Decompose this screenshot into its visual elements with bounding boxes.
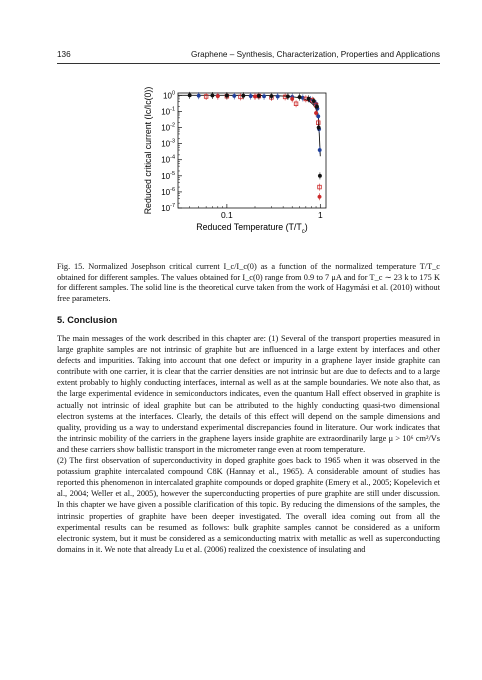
data-point xyxy=(242,94,246,98)
x-tick-label: 0.1 xyxy=(220,210,233,220)
paragraph-2: (2) The first observation of superconductivity in doped graphite goes back to 1965 when it was observed in the potassium graphite intercalated compound C8K (Hannay et al., 1965). A considerable amount of studies has reported this phenomenon in intercalated graphite compounds or doped graphite (Emery et al., 2005; Kopelevich et al., 2004; Weller et al., 2005), however the superconducting properties of pure graphite are still under discussion. In this chapter we have given a possible clarification of this topic. By reducing the dimensions of the samples, the intrinsic properties of graphite have been deeper investigated. The overall idea coming out from all the experimental results can be resumed as follows: bulk graphite samples cannot be considered as a uniform electronic system, but it must be considered as a semiconducting matrix with metallic as well as superconducting domains in it. We note that already Lu et al. (2006) realized the coexistence of insulating and xyxy=(57,456,440,554)
data-point xyxy=(262,94,266,98)
data-point xyxy=(312,99,316,103)
x-axis-label: Reduced Temperature $(T/T_c)$ xyxy=(196,222,308,235)
data-point xyxy=(270,94,274,98)
data-point xyxy=(316,114,320,118)
data-point xyxy=(253,95,257,99)
y-tick-label: $10^{-5}$ xyxy=(161,170,175,181)
data-point xyxy=(290,97,294,101)
data-point xyxy=(286,95,290,99)
caption-label: Fig. 15. xyxy=(57,262,85,271)
running-header xyxy=(57,50,440,64)
caption-text: Normalized Josephson critical current I_c/I_c(0) as a function of the normalized temperature T/T_c obtained for different samples. The values obtained for I_c(0) range from 0.9 to 7 μA and for T_c ∼ 23 k to 175 K for different samples. The solid line is the theoretical curve taken from the work of Hagymási et al. (2010) without free parameters. xyxy=(57,262,440,303)
paragraph-1: The main messages of the work described in this chapter are: (1) Several of the transport properties measured in large graphite samples are not intrinsic of graphite but are influenced in a large extent by interfaces and other defects and impurities. Taking into account that one defect or impurity in a graphene layer inside graphite can contribute with one carrier, it is clear that the carrier densities are not intrinsic but are due to defects and to a large extent probably to highly conducting interfaces, internal as well as at the sample boundaries. We note also that, as the large experimental evidence in semiconductors indicates, even the quantum Hall effect observed in graphite is actually not intrinsic of ideal graphite but can be attributed to the highly conducting quasi-two dimensional electron systems at the interfaces. Clearly, the details of this effect will depend on the sample dimensions and quality, providing us a way to understand experimental discrepancies found in literature. Our work indicates that the intrinsic mobility of the carriers in the graphene layers inside graphite are extraordinarily large μ > 10⁶ cm²/Vs and these carriers show ballistic transport in the micrometer range even at room temperature. xyxy=(57,334,440,454)
data-point xyxy=(249,94,253,98)
data-point xyxy=(257,94,261,98)
data-point xyxy=(276,95,280,99)
data-point xyxy=(315,105,319,109)
y-tick-label: $10^{-1}$ xyxy=(161,106,175,117)
figure-15 xyxy=(140,78,360,263)
y-tick-label: $10^{-3}$ xyxy=(161,138,175,149)
critical-current-chart xyxy=(140,78,360,263)
data-point xyxy=(216,94,220,98)
body-text xyxy=(57,333,440,555)
data-point xyxy=(298,95,302,99)
y-tick-label: $10^0$ xyxy=(163,90,175,101)
theory-curve xyxy=(178,95,320,156)
data-point xyxy=(197,94,201,98)
y-tick-label: $10^{-7}$ xyxy=(161,203,175,213)
data-point xyxy=(318,195,322,199)
data-point xyxy=(317,126,321,130)
y-tick-label: $10^{-2}$ xyxy=(161,122,175,133)
data-point xyxy=(318,174,322,178)
figure-caption xyxy=(57,262,440,304)
data-point xyxy=(307,97,311,101)
data-point xyxy=(211,94,215,98)
y-axis-label: Reduced critical current (Ic/Ic(0)) xyxy=(143,86,153,215)
data-point xyxy=(225,94,229,98)
page-number: 136 xyxy=(57,50,71,59)
x-tick-label: 1 xyxy=(317,210,323,220)
data-point xyxy=(188,94,192,98)
data-point xyxy=(314,111,318,115)
plot-frame xyxy=(178,93,326,208)
data-point xyxy=(318,148,322,152)
section-heading: 5. Conclusion xyxy=(57,315,118,325)
y-tick-label: $10^{-6}$ xyxy=(161,186,175,197)
data-point xyxy=(232,94,236,98)
running-title: Graphene – Synthesis, Characterization, Properties and Applications xyxy=(191,50,440,59)
y-tick-label: $10^{-4}$ xyxy=(161,154,175,165)
